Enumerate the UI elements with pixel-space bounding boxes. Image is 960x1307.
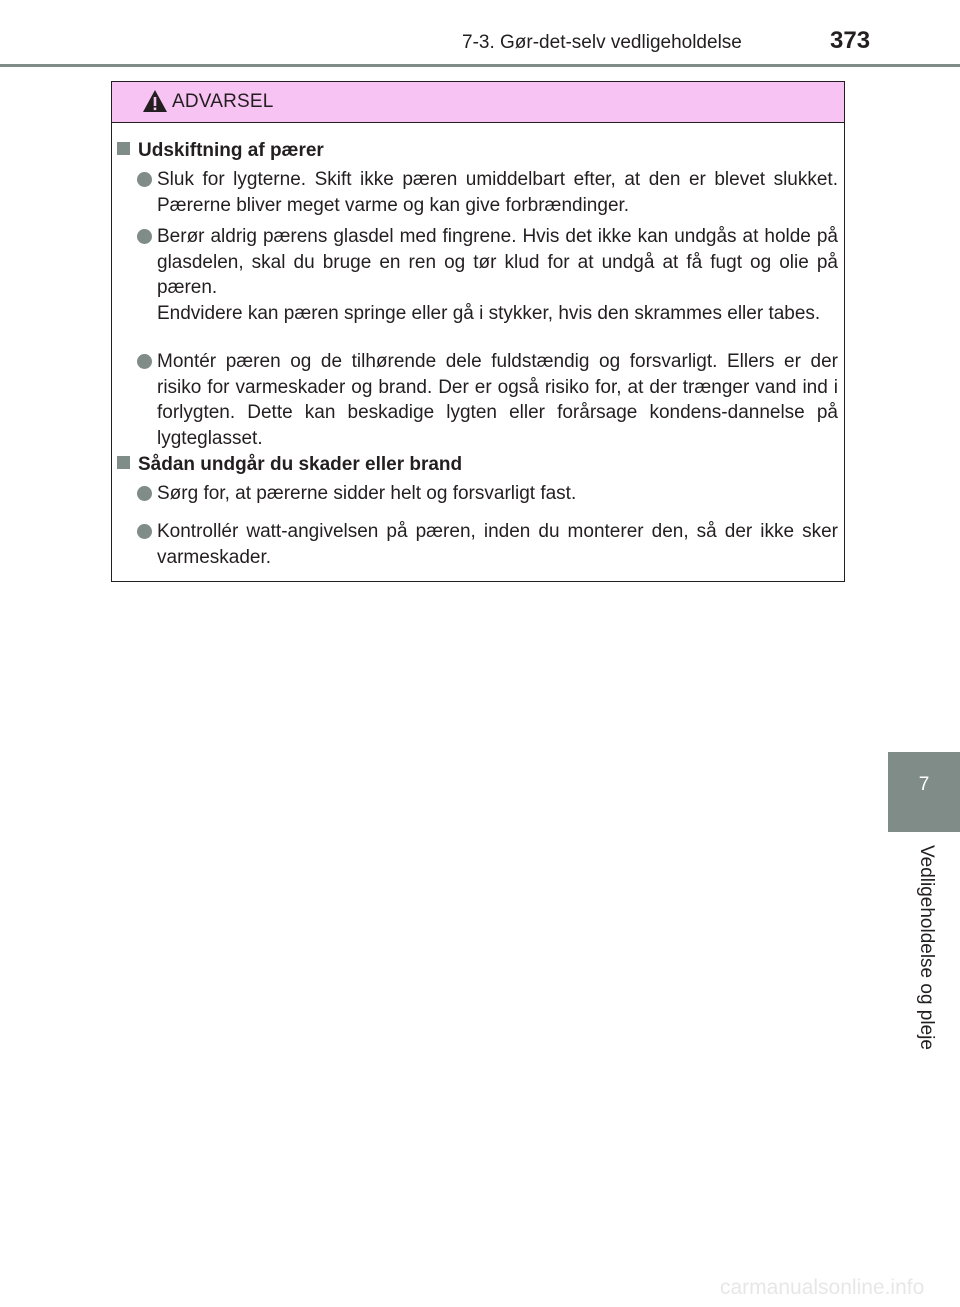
page-header (0, 0, 960, 70)
bullet-text: Montér pæren og de tilhørende dele fuldstændig og forsvarligt. Ellers er der risiko for varmeskader og brand. Der er også risiko for, at der trænger vand ind i forlygten. Dette kan beskadige lygten eller forårsage kondens-dannelse på lygteglasset. (157, 351, 838, 449)
section-heading-text: Udskiftning af pærer (138, 140, 324, 161)
bullet-dot-icon (137, 172, 152, 187)
chapter-tab (888, 752, 960, 832)
watermark: carmanualsonline.info (720, 1276, 925, 1299)
warning-title: ADVARSEL (172, 91, 274, 112)
list-item (137, 167, 838, 218)
list-item (137, 481, 838, 507)
bullet-text: Sørg for, at pærerne sidder helt og forsvarligt fast. (157, 483, 577, 504)
bullet-text: Sluk for lygterne. Skift ikke pæren umiddelbart efter, at den er blevet slukket. Pærerne bliver meget varme og kan give forbrændinger. (157, 169, 838, 216)
bullet-text: Berør aldrig pærens glasdel med fingrene. Hvis det ikke kan undgås at holde på glasdelen, skal du bruge en ren og tør klud for at undgå at få fugt og olie på pæren. (157, 226, 838, 298)
section-heading-text: Sådan undgår du skader eller brand (138, 454, 463, 475)
section-title: 7-3. Gør-det-selv vedligeholdelse (462, 32, 742, 53)
warning-box (111, 81, 845, 582)
chapter-number: 7 (918, 774, 930, 795)
list-item (137, 519, 838, 570)
bullet-text: Kontrollér watt-angivelsen på pæren, inden du monterer den, så der ikke sker varmeskader. (157, 521, 838, 568)
bullet-dot-icon (137, 524, 152, 539)
list-item (137, 349, 838, 451)
chapter-label: Vedligeholdelse og pleje (916, 845, 937, 1050)
bullet-text: Endvidere kan pæren springe eller gå i stykker, hvis den skrammes eller tabes. (157, 302, 821, 324)
square-bullet-icon (117, 456, 130, 469)
square-bullet-icon (117, 142, 130, 155)
bullet-dot-icon (137, 354, 152, 369)
warning-triangle-icon (142, 89, 168, 113)
section-heading (117, 452, 462, 478)
list-item (137, 224, 838, 326)
warning-header (112, 82, 844, 123)
bullet-dot-icon (137, 486, 152, 501)
header-divider (0, 64, 960, 67)
section-heading (117, 138, 324, 164)
page-number: 373 (830, 27, 871, 54)
bullet-dot-icon (137, 229, 152, 244)
